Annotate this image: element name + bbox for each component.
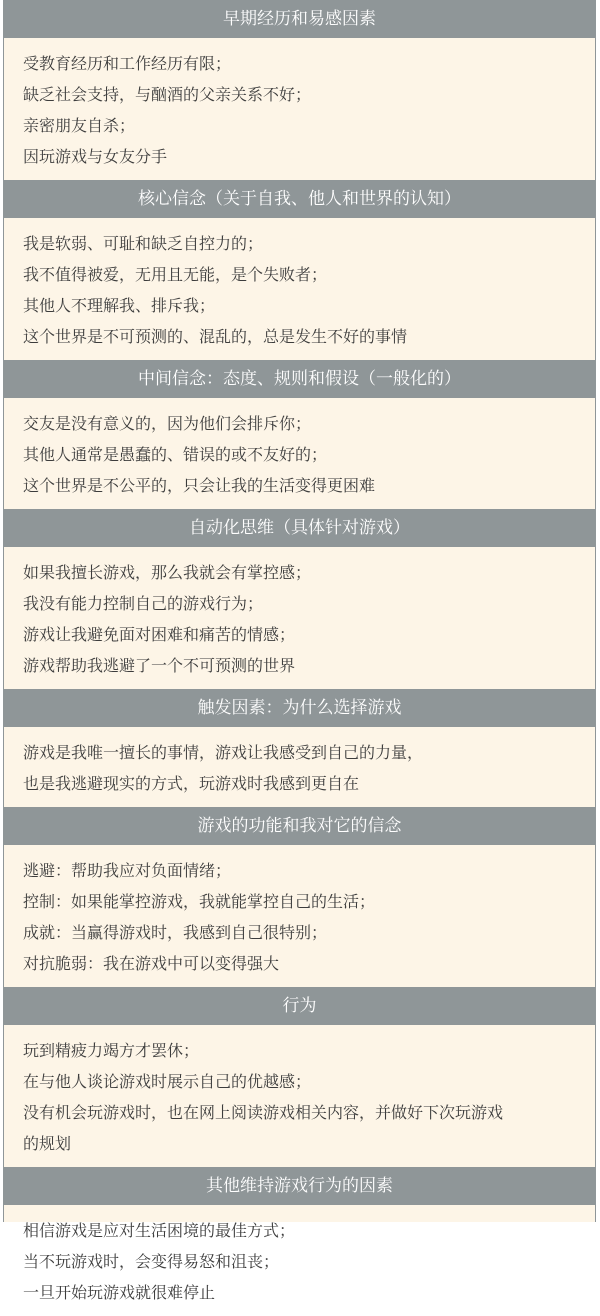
list-item: 在与他人谈论游戏时展示自己的优越感；: [23, 1072, 312, 1091]
list-item: 逃避：帮助我应对负面情绪；: [23, 861, 232, 880]
section-header: 核心信念（关于自我、他人和世界的认知）: [4, 180, 595, 218]
section-body: [4, 398, 595, 509]
formulation-diagram: [3, 0, 596, 1302]
section-game-functions: [4, 807, 595, 987]
list-item: 对抗脆弱：我在游戏中可以变得强大: [23, 954, 280, 973]
section-header: 游戏的功能和我对它的信念: [4, 807, 595, 845]
list-item: 这个世界是不公平的，只会让我的生活变得更困难: [23, 476, 376, 495]
section-header: 自动化思维（具体针对游戏）: [4, 509, 595, 547]
list-item: 亲密朋友自杀；: [23, 116, 136, 135]
section-body: [4, 727, 595, 807]
list-item: 控制：如果能掌控游戏，我就能掌控自己的生活；: [23, 892, 376, 911]
section-early-experiences: [4, 0, 595, 180]
list-item: 玩到精疲力竭方才罢休；: [23, 1041, 200, 1060]
section-header: 其他维持游戏行为的因素: [4, 1167, 595, 1205]
section-triggers: [4, 689, 595, 807]
list-item: 游戏帮助我逃避了一个不可预测的世界: [23, 656, 296, 675]
list-item: 这个世界是不可预测的、混乱的，总是发生不好的事情: [23, 327, 408, 346]
list-item: 如果我擅长游戏，那么我就会有掌控感；: [23, 563, 312, 582]
list-item: 我是软弱、可耻和缺乏自控力的；: [23, 234, 264, 253]
list-item: 其他人通常是愚蠢的、错误的或不友好的；: [23, 445, 328, 464]
list-item: 相信游戏是应对生活困境的最佳方式；: [23, 1221, 296, 1240]
list-item: 也是我逃避现实的方式，玩游戏时我感到更自在: [23, 774, 360, 793]
section-header: 触发因素：为什么选择游戏: [4, 689, 595, 727]
section-maintaining-factors: [4, 1167, 595, 1316]
section-body: [4, 845, 595, 987]
section-body: [4, 218, 595, 360]
list-item: 成就：当赢得游戏时，我感到自己很特别；: [23, 923, 328, 942]
list-item: 我不值得被爱，无用且无能，是个失败者；: [23, 265, 328, 284]
list-item: 我没有能力控制自己的游戏行为；: [23, 594, 264, 613]
list-item: 交友是没有意义的，因为他们会排斥你；: [23, 414, 312, 433]
section-body: [4, 1025, 595, 1167]
section-header: 行为: [4, 987, 595, 1025]
section-header: 早期经历和易感因素: [4, 0, 595, 38]
section-header: 中间信念：态度、规则和假设（一般化的）: [4, 360, 595, 398]
list-item: 当不玩游戏时，会变得易怒和沮丧；: [23, 1252, 280, 1271]
section-core-beliefs: [4, 180, 595, 360]
section-body: [4, 547, 595, 689]
list-item: 缺乏社会支持，与酗酒的父亲关系不好；: [23, 85, 312, 104]
list-item: 的规划: [23, 1134, 72, 1153]
list-item: 没有机会玩游戏时，也在网上阅读游戏相关内容，并做好下次玩游戏: [23, 1103, 504, 1122]
list-item: 受教育经历和工作经历有限；: [23, 54, 232, 73]
section-intermediate-beliefs: [4, 360, 595, 509]
list-item: 游戏是我唯一擅长的事情，游戏让我感受到自己的力量，: [23, 743, 424, 762]
list-item: 其他人不理解我、排斥我；: [23, 296, 216, 315]
list-item: 一旦开始玩游戏就很难停止: [23, 1283, 216, 1302]
list-item: 游戏让我避免面对困难和痛苦的情感；: [23, 625, 296, 644]
list-item: 因玩游戏与女友分手: [23, 147, 168, 166]
section-behaviors: [4, 987, 595, 1167]
section-automatic-thoughts: [4, 509, 595, 689]
section-body: [4, 38, 595, 180]
